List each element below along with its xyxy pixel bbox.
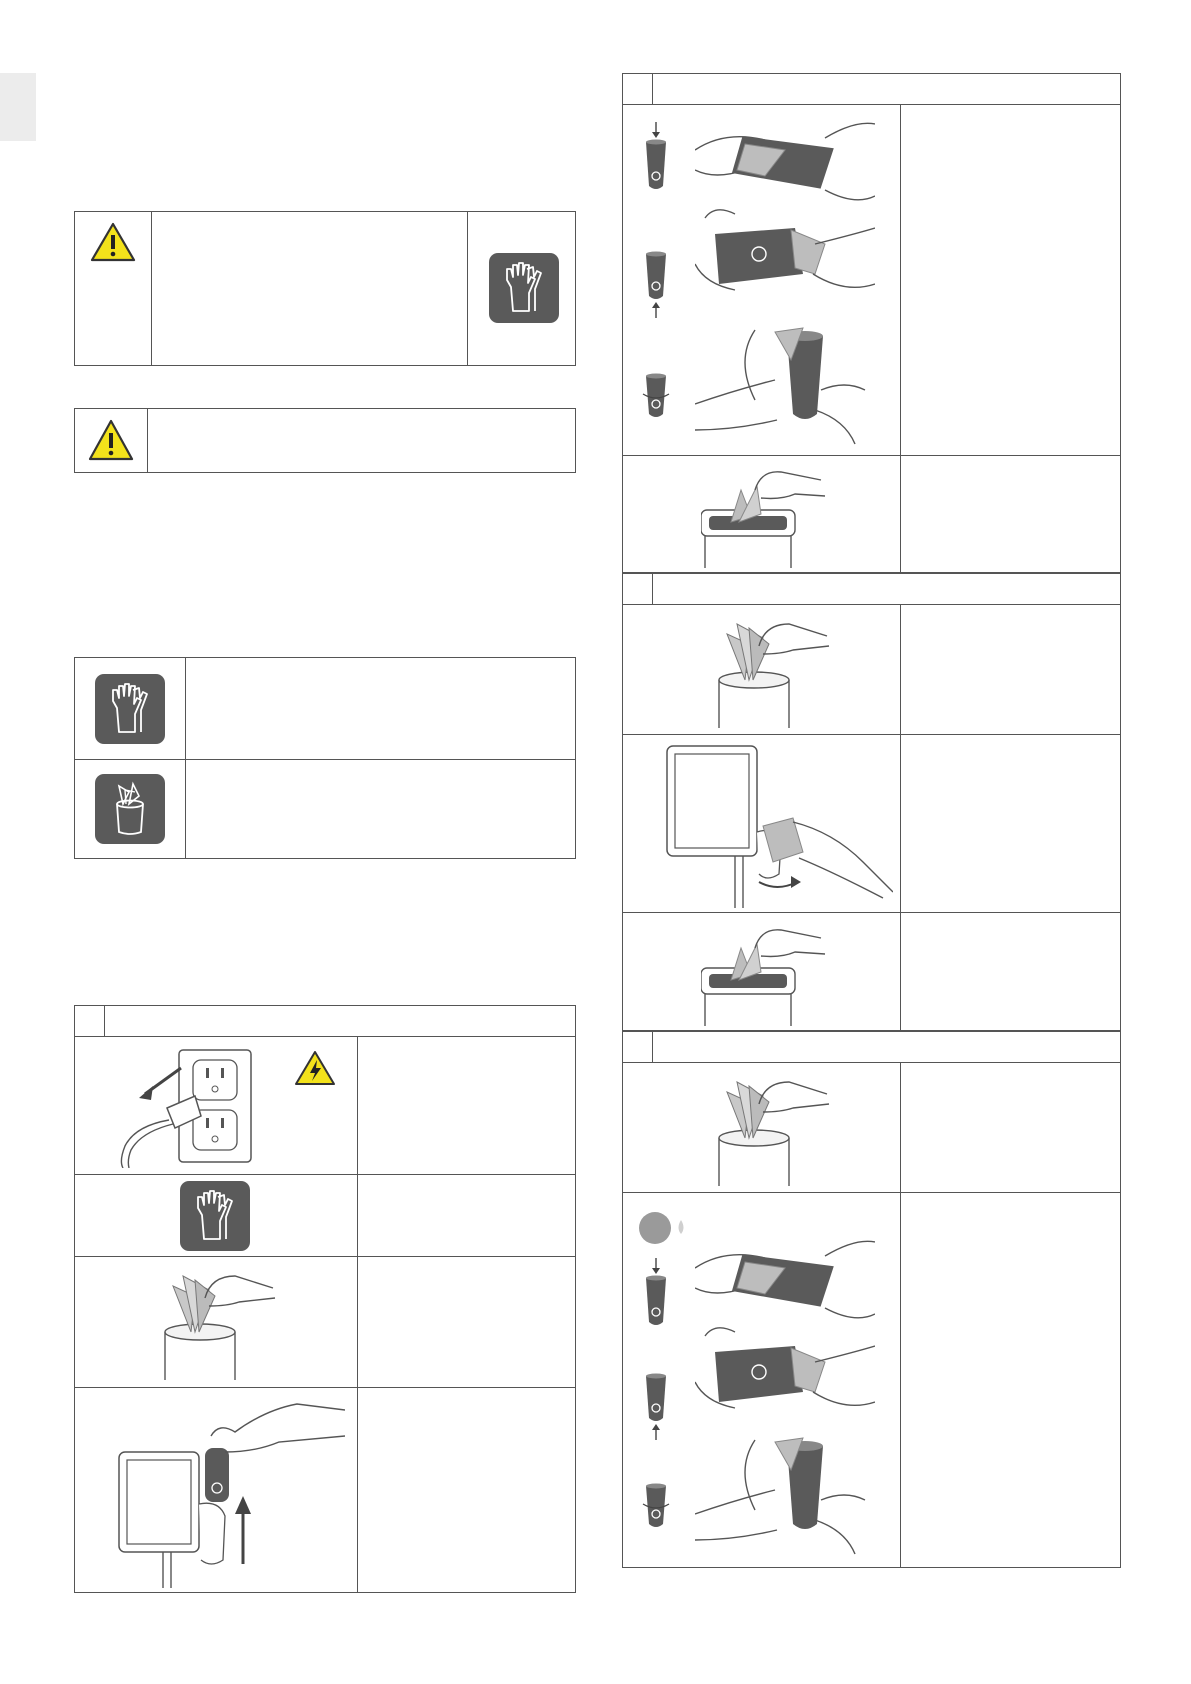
warning-box [74,408,576,473]
side-tab [0,73,36,141]
cartridge-icon-rotate [641,1482,671,1532]
materials-box [74,657,576,859]
take-wipe-illustration [709,610,849,730]
cartridge-icon-rotate [641,372,671,422]
gloves-icon [180,1181,250,1251]
drop-indicator-icon [639,1210,689,1246]
disinfectant-wipes-icon [95,774,165,844]
gloves-icon [489,253,559,323]
warning-triangle-icon [87,418,135,462]
hands-wipe-cartridge-3 [695,1430,875,1560]
cartridge-icon-insert [643,122,669,192]
take-wipe-illustration [155,1262,295,1382]
procedure-table-1 [74,1005,576,1593]
take-wipe-illustration [709,1068,849,1188]
gloves-icon [95,674,165,744]
electric-hazard-icon [293,1049,337,1087]
procedure-table-4 [622,1031,1121,1568]
cartridge-icon-bottom [643,250,669,320]
procedure-table-3 [622,573,1121,1031]
dispose-wipe-illustration [701,918,851,1026]
dispose-wipe-illustration [701,460,851,568]
warning-box-gloves [74,211,576,366]
hands-wipe-cartridge-2 [695,1322,875,1422]
cartridge-icon-bottom [643,1372,669,1442]
hands-wipe-cartridge-2 [695,204,875,304]
hands-wipe-cartridge-3 [695,320,875,450]
cartridge-icon-insert [643,1258,669,1328]
warning-triangle-icon [89,221,137,263]
clean-holder-illustration [663,742,893,908]
remove-cartridge-illustration [115,1392,345,1588]
procedure-table-2 [622,73,1121,573]
